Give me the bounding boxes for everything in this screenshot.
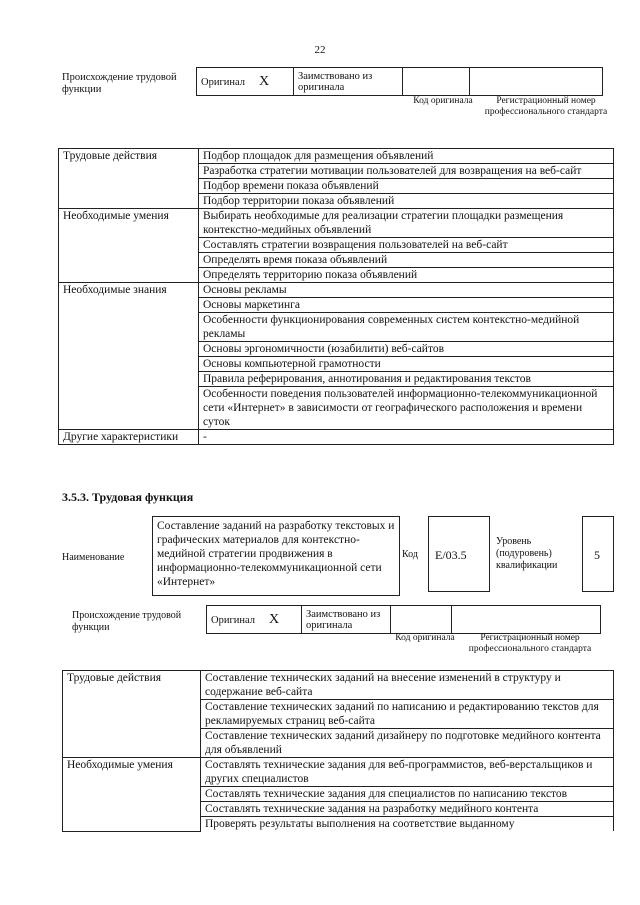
name-label: Наименование [62, 552, 125, 563]
table-cell: Основы эргономичности (юзабилити) веб-сайтов [199, 342, 614, 357]
level-value: 5 [594, 548, 600, 562]
table-cell: - [199, 430, 614, 445]
row-header: Необходимые умения [63, 758, 201, 832]
table-cell: Составлять стратегии возвращения пользователей на веб-сайт [199, 238, 614, 253]
row-header: Другие характеристики [59, 430, 199, 445]
competencies-table-2 [62, 670, 614, 832]
table-cell: Подбор территории показа объявлений [199, 194, 614, 209]
table-cell: Основы компьютерной грамотности [199, 357, 614, 372]
table-row [63, 671, 614, 700]
reg-cell [452, 606, 601, 634]
function-name: Составление заданий на разработку текстовых и графических материалов для контекстно-медийной стратегии продвижения в информационно-телекоммуникационной сети «Интернет» [152, 516, 400, 596]
table-row [59, 430, 614, 445]
code-box [428, 516, 490, 592]
origin-label: Происхождение трудовой функции [62, 72, 177, 95]
table-cell: Определять время показа объявлений [199, 253, 614, 268]
table-cell: Составление технических заданий дизайнеру по подготовке медийного контента для объявлений [201, 729, 614, 758]
table-cell: Составление технических заданий по написанию и редактированию текстов для рекламируемых страниц веб-сайта [201, 700, 614, 729]
row-header: Необходимые умения [59, 209, 199, 283]
origin-table [206, 605, 601, 634]
table-cell: Особенности поведения пользователей информационно-телекоммуникационной сети «Интернет» в зависимости от географического расположения и времени суток [199, 387, 614, 430]
original-cell [207, 606, 302, 634]
row-header: Необходимые знания [59, 283, 199, 430]
table-cell: Подбор времени показа объявлений [199, 179, 614, 194]
table-row [59, 149, 614, 164]
page-number: 22 [314, 44, 326, 56]
table-cell: Разработка стратегии мотивации пользователей для возвращения на веб-сайт [199, 164, 614, 179]
reg-caption: Регистрационный номер профессионального стандарта [468, 633, 592, 654]
table-row [59, 209, 614, 238]
original-label: Оригинал [211, 614, 255, 626]
table-cell: Подбор площадок для размещения объявлений [199, 149, 614, 164]
origin-table [196, 67, 603, 96]
original-cell [197, 68, 294, 96]
borrowed-label: Заимствовано из оригинала [302, 606, 391, 634]
table-cell: Составлять технические задания на разработку медийного контента [201, 802, 614, 817]
code-caption: Код оригинала [395, 633, 455, 643]
code-value: E/03.5 [435, 548, 467, 562]
table-cell: Особенности функционирования современных систем контекстно-медийной рекламы [199, 313, 614, 342]
table-cell: Выбирать необходимые для реализации стратегии площадки размещения контекстно-медийных объявлений [199, 209, 614, 238]
row-header: Трудовые действия [59, 149, 199, 209]
original-label: Оригинал [201, 76, 245, 88]
table-cell: Проверять результаты выполнения на соответствие выданному [201, 817, 614, 832]
table-cell: Правила реферирования, аннотирования и редактирования текстов [199, 372, 614, 387]
section-title: 3.5.3. Трудовая функция [62, 490, 194, 504]
table-cell: Составлять технические задания для специалистов по написанию текстов [201, 787, 614, 802]
code-cell [403, 68, 470, 96]
level-box [582, 516, 614, 592]
table-cell: Основы рекламы [199, 283, 614, 298]
table-row [59, 283, 614, 298]
row-header: Трудовые действия [63, 671, 201, 758]
code-cell [391, 606, 452, 634]
reg-cell [470, 68, 603, 96]
table-cell: Определять территорию показа объявлений [199, 268, 614, 283]
competencies-table-1 [58, 148, 614, 445]
borrowed-label: Заимствовано из оригинала [294, 68, 403, 96]
table-cell: Составление технических заданий на внесение изменений в структуру и содержание веб-сайта [201, 671, 614, 700]
code-caption: Код оригинала [413, 96, 473, 106]
original-mark: X [259, 73, 270, 89]
reg-caption: Регистрационный номер профессионального стандарта [484, 96, 608, 117]
origin-label: Происхождение трудовой функции [72, 610, 182, 633]
original-mark: X [269, 611, 280, 627]
table-cell: Составлять технические задания для веб-программистов, веб-верстальщиков и других специалистов [201, 758, 614, 787]
table-row [63, 758, 614, 787]
level-label: Уровень (подуровень) квалификации [496, 536, 558, 571]
table-cell: Основы маркетинга [199, 298, 614, 313]
code-label: Код [402, 549, 418, 560]
